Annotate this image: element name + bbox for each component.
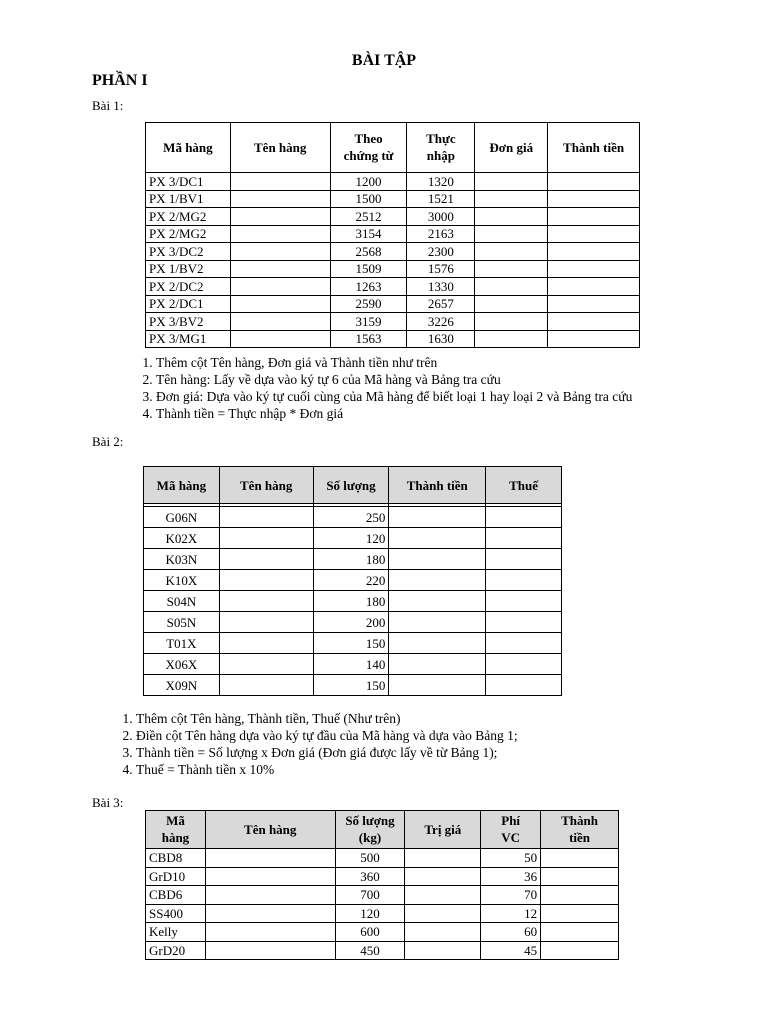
table-cell bbox=[541, 904, 619, 923]
exercise-3-label: Bài 3: bbox=[92, 795, 124, 810]
table-cell bbox=[548, 243, 640, 261]
table-cell: 60 bbox=[481, 923, 541, 942]
table-cell: 3226 bbox=[407, 313, 475, 331]
table-cell bbox=[389, 528, 486, 549]
table-cell: 140 bbox=[313, 654, 389, 675]
table-cell bbox=[389, 570, 486, 591]
table-cell bbox=[486, 507, 562, 528]
table-cell bbox=[548, 208, 640, 226]
table-cell: 2657 bbox=[407, 295, 475, 313]
header-so-luong: Số lượng bbox=[313, 467, 389, 504]
table-cell: 1576 bbox=[407, 260, 475, 278]
table-cell: 200 bbox=[313, 612, 389, 633]
header-thanh-tien: Thành tiền bbox=[541, 811, 619, 849]
table-cell: 1563 bbox=[330, 330, 407, 348]
table-cell bbox=[486, 612, 562, 633]
table-row bbox=[144, 612, 562, 633]
table-cell bbox=[219, 570, 313, 591]
table-row bbox=[146, 225, 640, 243]
table-cell bbox=[389, 675, 486, 696]
table-cell bbox=[205, 867, 335, 886]
instruction-item: 2. Điền cột Tên hàng dựa vào ký tự đầu của Mã hàng và dựa vào Bảng 1; bbox=[136, 727, 518, 744]
header-ma-hang: Mã hàng bbox=[146, 123, 231, 173]
table-cell: PX 3/DC2 bbox=[146, 243, 231, 261]
table-cell: X09N bbox=[144, 675, 220, 696]
table-cell: X06X bbox=[144, 654, 220, 675]
header-thanh-tien: Thành tiền bbox=[389, 467, 486, 504]
table-row bbox=[144, 570, 562, 591]
header-thuc-nhap: Thực nhập bbox=[407, 123, 475, 173]
table-cell bbox=[486, 570, 562, 591]
table-cell: CBD8 bbox=[146, 849, 206, 868]
instruction-item: 1. Thêm cột Tên hàng, Thành tiền, Thuế (Như trên) bbox=[136, 710, 518, 727]
exercise-1-label: Bài 1: bbox=[92, 98, 124, 113]
table-cell bbox=[475, 330, 548, 348]
table-cell: 1263 bbox=[330, 278, 407, 296]
table-row bbox=[144, 528, 562, 549]
table-cell: GrD20 bbox=[146, 941, 206, 960]
table-cell: K10X bbox=[144, 570, 220, 591]
table-row bbox=[146, 330, 640, 348]
table-cell: 1320 bbox=[407, 173, 475, 191]
table-cell: 120 bbox=[335, 904, 405, 923]
table-cell bbox=[230, 225, 330, 243]
table-row bbox=[146, 886, 619, 905]
table-cell bbox=[405, 941, 481, 960]
exercise-2-table bbox=[143, 466, 562, 696]
table-cell: 2163 bbox=[407, 225, 475, 243]
table-cell: T01X bbox=[144, 633, 220, 654]
table-cell: 2512 bbox=[330, 208, 407, 226]
table-cell: PX 3/BV2 bbox=[146, 313, 231, 331]
header-thanh-tien: Thành tiền bbox=[548, 123, 640, 173]
table-cell: 2590 bbox=[330, 295, 407, 313]
page-title: BÀI TẬP bbox=[351, 52, 417, 69]
table-cell bbox=[219, 612, 313, 633]
table-cell bbox=[219, 675, 313, 696]
table-cell: Kelly bbox=[146, 923, 206, 942]
table-row bbox=[144, 675, 562, 696]
table-cell bbox=[486, 528, 562, 549]
table-cell bbox=[548, 173, 640, 191]
table-cell: 180 bbox=[313, 591, 389, 612]
table-cell: 36 bbox=[481, 867, 541, 886]
table-cell: 500 bbox=[335, 849, 405, 868]
header-ten-hang: Tên hàng bbox=[230, 123, 330, 173]
table-cell bbox=[230, 208, 330, 226]
table-cell bbox=[230, 278, 330, 296]
instruction-item: 3. Thành tiền = Số lượng x Đơn giá (Đơn giá được lấy về từ Bảng 1); bbox=[136, 744, 518, 761]
table-cell bbox=[541, 941, 619, 960]
table-row bbox=[144, 654, 562, 675]
header-ten-hang: Tên hàng bbox=[205, 811, 335, 849]
table-cell bbox=[219, 549, 313, 570]
instruction-item: 1. Thêm cột Tên hàng, Đơn giá và Thành tiền như trên bbox=[156, 354, 632, 371]
table-row bbox=[144, 549, 562, 570]
table-cell bbox=[548, 225, 640, 243]
table-cell: PX 3/DC1 bbox=[146, 173, 231, 191]
table-cell bbox=[405, 923, 481, 942]
table-cell bbox=[230, 243, 330, 261]
table-cell bbox=[548, 190, 640, 208]
table-cell: PX 2/DC1 bbox=[146, 295, 231, 313]
table-cell bbox=[230, 173, 330, 191]
table-cell: 1330 bbox=[407, 278, 475, 296]
table-cell: PX 2/MG2 bbox=[146, 208, 231, 226]
table-cell bbox=[486, 675, 562, 696]
table-cell: 3000 bbox=[407, 208, 475, 226]
table-cell: PX 1/BV2 bbox=[146, 260, 231, 278]
table-cell bbox=[219, 654, 313, 675]
header-tri-gia: Trị giá bbox=[405, 811, 481, 849]
table-row bbox=[144, 591, 562, 612]
table-cell bbox=[389, 633, 486, 654]
table-cell: PX 1/BV1 bbox=[146, 190, 231, 208]
table-cell bbox=[205, 923, 335, 942]
header-phi-vc: Phí VC bbox=[481, 811, 541, 849]
table-cell: K02X bbox=[144, 528, 220, 549]
table-cell bbox=[541, 923, 619, 942]
instruction-item: 3. Đơn giá: Dựa vào ký tự cuối cùng của Mã hàng để biết loại 1 hay loại 2 và Bảng tra cứu bbox=[156, 388, 632, 405]
table-cell bbox=[486, 549, 562, 570]
table-row bbox=[146, 208, 640, 226]
table-row bbox=[146, 923, 619, 942]
table-cell bbox=[389, 612, 486, 633]
table-cell: 150 bbox=[313, 633, 389, 654]
table-cell bbox=[548, 278, 640, 296]
table-cell bbox=[230, 330, 330, 348]
table-cell: GrD10 bbox=[146, 867, 206, 886]
table-cell: S04N bbox=[144, 591, 220, 612]
table-row bbox=[146, 260, 640, 278]
table-cell bbox=[205, 941, 335, 960]
table-cell bbox=[475, 173, 548, 191]
table-cell: PX 3/MG1 bbox=[146, 330, 231, 348]
table-cell bbox=[486, 591, 562, 612]
header-so-luong: Số lượng (kg) bbox=[335, 811, 405, 849]
header-theo-chung-tu: Theo chứng từ bbox=[330, 123, 407, 173]
table-cell bbox=[205, 849, 335, 868]
table-cell: 2568 bbox=[330, 243, 407, 261]
table-cell bbox=[541, 849, 619, 868]
table-cell bbox=[219, 591, 313, 612]
table-cell bbox=[475, 243, 548, 261]
table-cell bbox=[548, 330, 640, 348]
exercise-2-instructions bbox=[116, 710, 518, 778]
table-cell: 120 bbox=[313, 528, 389, 549]
table-cell bbox=[405, 904, 481, 923]
table-cell: 12 bbox=[481, 904, 541, 923]
section-heading: PHẦN I bbox=[92, 72, 148, 89]
table-cell bbox=[548, 313, 640, 331]
table-cell: 1509 bbox=[330, 260, 407, 278]
table-cell: 1200 bbox=[330, 173, 407, 191]
header-ma-hang: Mã hàng bbox=[144, 467, 220, 504]
table-cell bbox=[541, 867, 619, 886]
table-cell: 250 bbox=[313, 507, 389, 528]
header-don-gia: Đơn giá bbox=[475, 123, 548, 173]
table-row bbox=[146, 867, 619, 886]
table-row bbox=[146, 295, 640, 313]
table-row bbox=[146, 243, 640, 261]
table-cell: 700 bbox=[335, 886, 405, 905]
table-cell: CBD6 bbox=[146, 886, 206, 905]
table-cell bbox=[389, 654, 486, 675]
table-cell bbox=[230, 260, 330, 278]
table-row bbox=[146, 904, 619, 923]
table-cell bbox=[486, 654, 562, 675]
instruction-item: 2. Tên hàng: Lấy về dựa vào ký tự 6 của Mã hàng và Bảng tra cứu bbox=[156, 371, 632, 388]
table-cell bbox=[475, 225, 548, 243]
table-row bbox=[146, 849, 619, 868]
table-cell bbox=[205, 904, 335, 923]
exercise-1-instructions bbox=[136, 354, 632, 422]
table-row bbox=[146, 941, 619, 960]
table-cell: 360 bbox=[335, 867, 405, 886]
header-ten-hang: Tên hàng bbox=[219, 467, 313, 504]
header-thue: Thuế bbox=[486, 467, 562, 504]
table-cell bbox=[219, 507, 313, 528]
table-cell bbox=[230, 313, 330, 331]
table-cell: 1500 bbox=[330, 190, 407, 208]
table-cell: 1630 bbox=[407, 330, 475, 348]
exercise-2-label: Bài 2: bbox=[92, 434, 124, 449]
table-cell: K03N bbox=[144, 549, 220, 570]
table-cell: S05N bbox=[144, 612, 220, 633]
table-cell: 50 bbox=[481, 849, 541, 868]
table-cell bbox=[475, 313, 548, 331]
table-cell bbox=[405, 849, 481, 868]
table-cell: 180 bbox=[313, 549, 389, 570]
table-cell bbox=[405, 867, 481, 886]
table-cell bbox=[230, 190, 330, 208]
table-cell bbox=[205, 886, 335, 905]
table-cell bbox=[548, 260, 640, 278]
table-cell: PX 2/DC2 bbox=[146, 278, 231, 296]
table-cell bbox=[475, 278, 548, 296]
table-cell: G06N bbox=[144, 507, 220, 528]
instruction-item: 4. Thành tiền = Thực nhập * Đơn giá bbox=[156, 405, 632, 422]
table-cell bbox=[230, 295, 330, 313]
table-cell: 220 bbox=[313, 570, 389, 591]
table-cell bbox=[475, 295, 548, 313]
table-cell: 450 bbox=[335, 941, 405, 960]
table-cell bbox=[389, 507, 486, 528]
table-cell: 1521 bbox=[407, 190, 475, 208]
table-cell: 2300 bbox=[407, 243, 475, 261]
table-cell bbox=[475, 208, 548, 226]
table-cell bbox=[475, 260, 548, 278]
table-cell bbox=[475, 190, 548, 208]
table-cell: 600 bbox=[335, 923, 405, 942]
table-row bbox=[146, 173, 640, 191]
table-cell bbox=[405, 886, 481, 905]
table-row bbox=[146, 190, 640, 208]
table-cell bbox=[548, 295, 640, 313]
table-cell: 3159 bbox=[330, 313, 407, 331]
table-cell: 45 bbox=[481, 941, 541, 960]
table-cell bbox=[219, 633, 313, 654]
table-cell: 150 bbox=[313, 675, 389, 696]
table-cell: 3154 bbox=[330, 225, 407, 243]
table-cell bbox=[389, 549, 486, 570]
header-ma-hang: Mã hàng bbox=[146, 811, 206, 849]
exercise-3-table bbox=[145, 810, 619, 960]
instruction-item: 4. Thuế = Thành tiền x 10% bbox=[136, 761, 518, 778]
table-row bbox=[144, 633, 562, 654]
table-cell bbox=[219, 528, 313, 549]
table-cell bbox=[486, 633, 562, 654]
exercise-1-table bbox=[145, 122, 640, 348]
table-cell: 70 bbox=[481, 886, 541, 905]
table-cell bbox=[389, 591, 486, 612]
table-cell: PX 2/MG2 bbox=[146, 225, 231, 243]
table-cell: SS400 bbox=[146, 904, 206, 923]
table-cell bbox=[541, 886, 619, 905]
table-row bbox=[144, 507, 562, 528]
table-row bbox=[146, 278, 640, 296]
table-row bbox=[146, 313, 640, 331]
